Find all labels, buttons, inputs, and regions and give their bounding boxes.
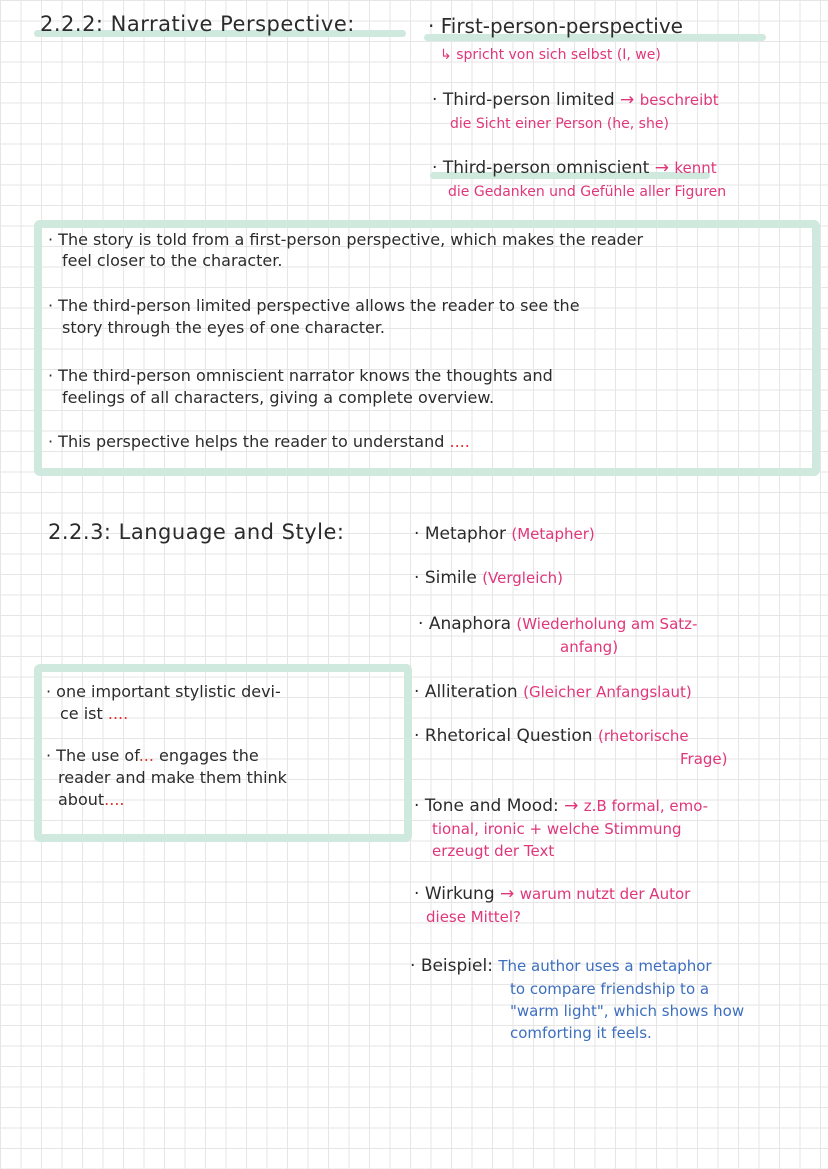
example-line: comforting it feels.	[510, 1024, 652, 1042]
item-simile: · Simile (Vergleich)	[414, 568, 563, 588]
section-heading-language: 2.2.3: Language and Style:	[48, 520, 345, 544]
note-tone-mood: erzeugt der Text	[432, 842, 555, 860]
box-line: feelings of all characters, giving a complete overview.	[62, 388, 495, 407]
item-alliteration: · Alliteration (Gleicher Anfangslaut)	[414, 682, 692, 702]
item-anaphora: · Anaphora (Wiederholung am Satz-	[418, 614, 698, 634]
box-line: about....	[58, 790, 125, 809]
note-anaphora: anfang)	[560, 638, 619, 656]
example-line: to compare friendship to a	[510, 980, 710, 998]
item-tone-mood: · Tone and Mood: → z.B formal, emo-	[414, 796, 709, 816]
note-third-limited: die Sicht einer Person (he, she)	[450, 116, 669, 132]
section-heading-narrative: 2.2.2: Narrative Perspective:	[40, 12, 355, 36]
box-line: story through the eyes of one character.	[62, 318, 386, 337]
box-line: · The third-person omniscient narrator knows the thoughts and	[48, 366, 553, 385]
box-line: ce ist ....	[60, 704, 129, 723]
item-wirkung: · Wirkung → warum nutzt der Autor	[414, 884, 691, 904]
note-third-omniscient: die Gedanken und Gefühle aller Figuren	[448, 184, 727, 200]
note-rhetorical: Frage)	[680, 750, 728, 768]
item-beispiel: · Beispiel: The author uses a metaphor	[410, 956, 712, 976]
item-first-person: · First-person-perspective	[428, 14, 683, 38]
box-line: · one important stylistic devi-	[46, 682, 281, 701]
note-wirkung: diese Mittel?	[426, 908, 521, 926]
item-third-limited: · Third-person limited → beschreibt	[432, 90, 719, 110]
item-metaphor: · Metaphor (Metapher)	[414, 524, 595, 544]
box-line: · The third-person limited perspective allows the reader to see the	[48, 296, 580, 315]
item-third-omniscient: · Third-person omniscient → kennt	[432, 158, 717, 178]
box-line: reader and make them think	[58, 768, 287, 787]
example-line: "warm light", which shows how	[510, 1002, 745, 1020]
box-line: · This perspective helps the reader to understand ....	[48, 432, 470, 451]
box-line: feel closer to the character.	[62, 251, 283, 270]
note-tone-mood: tional, ironic + welche Stimmung	[432, 820, 682, 838]
item-rhetorical-question: · Rhetorical Question (rhetorische	[414, 726, 689, 746]
box-line: · The story is told from a first-person perspective, which makes the reader	[48, 230, 644, 249]
note-first-person: ↳ spricht von sich selbst (I, we)	[440, 47, 661, 63]
box-line: · The use of... engages the	[46, 746, 259, 765]
